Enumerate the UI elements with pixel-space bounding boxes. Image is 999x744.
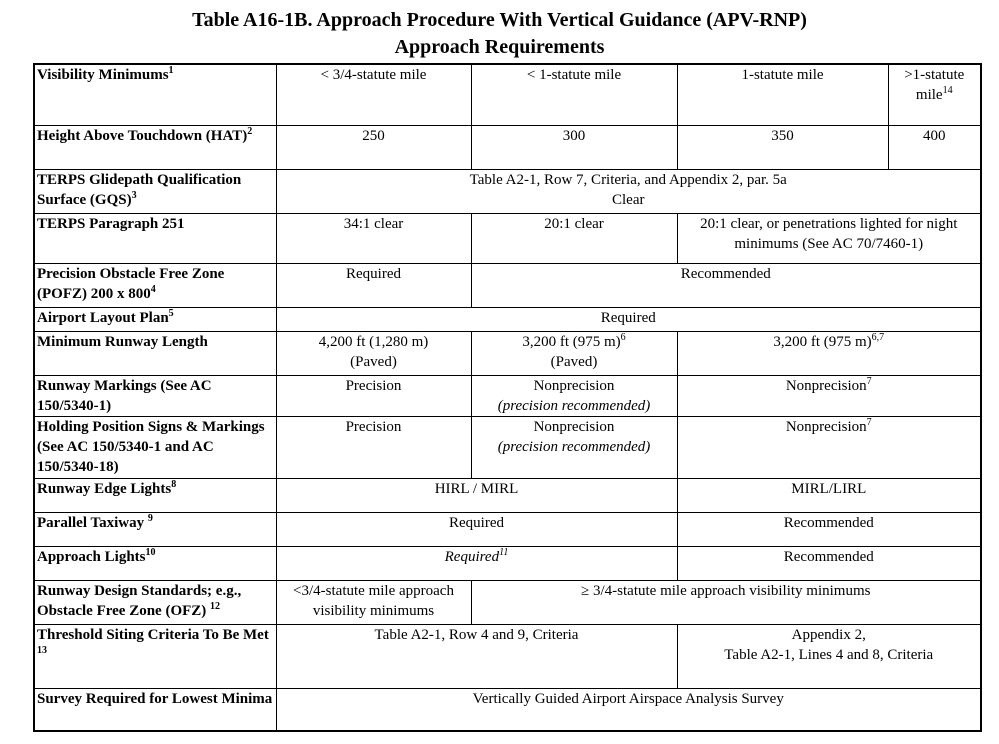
table-row [34,64,981,125]
cell: MIRL/LIRL [677,478,981,512]
cell: < 1-statute mile [471,64,677,125]
row-label: Minimum Runway Length [34,331,276,375]
cell: Precision [276,416,471,478]
cell: 20:1 clear, or penetrations lighted for night minimums (See AC 70/7460-1) [677,213,981,263]
cell: Table A2-1, Row 7, Criteria, and Appendix 2, par. 5a Clear [276,169,981,213]
cell: Recommended [677,546,981,580]
cell: Recommended [677,512,981,546]
table-row [34,688,981,731]
cell: 4,200 ft (1,280 m) (Paved) [276,331,471,375]
row-label: Threshold Siting Criteria To Be Met $^{13}$ [34,624,276,688]
table-row [34,263,981,307]
row-label: TERPS Paragraph 251 [34,213,276,263]
table-row [34,478,981,512]
table-title-line1: Table A16-1B. Approach Procedure With Vertical Guidance (APV-RNP) [192,9,807,31]
row-label: Runway Design Standards; e.g., Obstacle Free Zone (OFZ) $^{12}$ [34,580,276,624]
cell: Required$^{11}$ [276,546,677,580]
table-row [34,331,981,375]
row-label: Height Above Touchdown (HAT)$^2$ [34,125,276,169]
row-label: TERPS Glidepath Qualification Surface (GQS)$^3$ [34,169,276,213]
cell: Recommended [471,263,981,307]
cell: 400 [888,125,981,169]
cell: 20:1 clear [471,213,677,263]
cell: Nonprecision$^7$ [677,416,981,478]
row-label: Airport Layout Plan$^5$ [34,307,276,331]
cell: Required [276,512,677,546]
cell: HIRL / MIRL [276,478,677,512]
row-label: Runway Edge Lights$^8$ [34,478,276,512]
table-row [34,512,981,546]
cell: Nonprecision$^7$ [677,375,981,416]
table-row [34,125,981,169]
cell: Vertically Guided Airport Airspace Analysis Survey [276,688,981,731]
table-row [34,416,981,478]
cell: Nonprecision (precision recommended) [471,375,677,416]
table-row [34,624,981,688]
cell: 34:1 clear [276,213,471,263]
table-row [34,213,981,263]
cell: Nonprecision (precision recommended) [471,416,677,478]
table-title-line2: Approach Requirements [394,36,605,58]
table-row [34,169,981,213]
cell: Table A2-1, Row 4 and 9, Criteria [276,624,677,688]
row-label: Visibility Minimums$^1$ [34,64,276,125]
row-label: Precision Obstacle Free Zone (POFZ) 200 x $800^4$ [34,263,276,307]
table-row [34,546,981,580]
cell: ≥ 3/4-statute mile approach visibility minimums [471,580,981,624]
row-label: Parallel Taxiway $^9$ [34,512,276,546]
cell: 250 [276,125,471,169]
cell: < 3/4-statute mile [276,64,471,125]
row-label: Runway Markings (See AC 150/5340-1) [34,375,276,416]
row-label: Approach Lights$^{10}$ [34,546,276,580]
row-label: Survey Required for Lowest Minima [34,688,276,731]
table-row [34,580,981,624]
row-label: Holding Position Signs & Markings (See AC 150/5340-1 and AC 150/5340-18) [34,416,276,478]
cell: <3/4-statute mile approach visibility minimums [276,580,471,624]
cell: Precision [276,375,471,416]
table-row [34,307,981,331]
cell: Required [276,307,981,331]
cell: 3,200 ft (975 m)$^{6,7}$ [677,331,981,375]
table-row [34,375,981,416]
cell: 3,200 ft (975 m)$^6$ (Paved) [471,331,677,375]
cell: 350 [677,125,888,169]
cell: 1-statute mile [677,64,888,125]
cell: 300 [471,125,677,169]
cell: Required [276,263,471,307]
cell: >1-statute mile$^{14}$ [888,64,981,125]
requirements-table [33,63,982,732]
cell: Appendix 2, Table A2-1, Lines 4 and 8, Criteria [677,624,981,688]
